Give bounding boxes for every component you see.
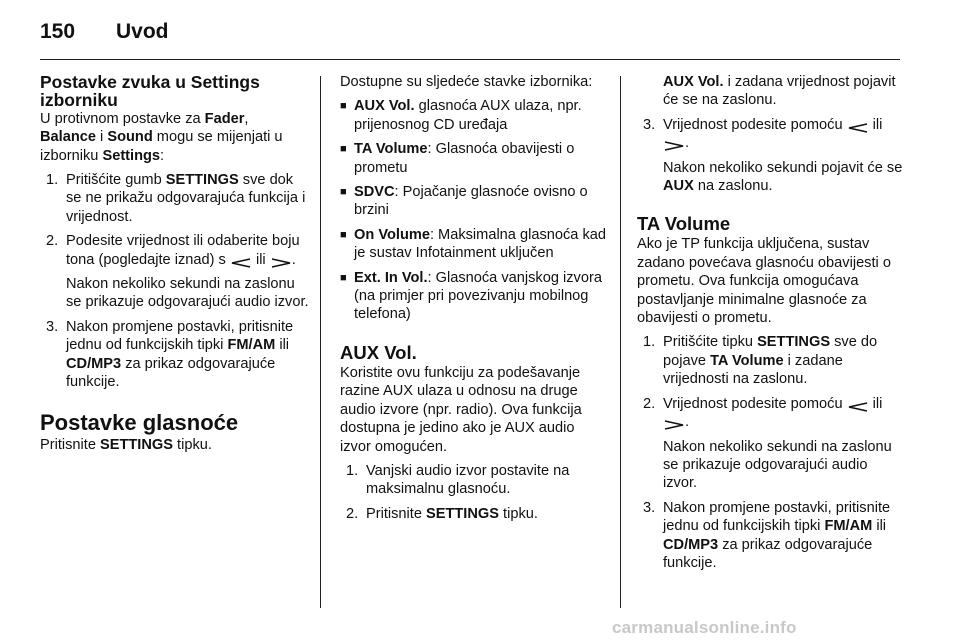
text: : Glasnoća obavijesti o prometu: [354, 141, 575, 176]
page-number: 150: [40, 20, 76, 43]
text: ili: [868, 395, 883, 412]
term: TA Volume: [354, 141, 428, 158]
aux-description: Koristite ovu funkciju za podešavanje razine AUX ulaza u odnosu na druge audio izvore (npr. radio). Ova funkcija dostupna je jedino ako je AUX audio izvor omogućen.: [340, 364, 582, 455]
step-number: 3.: [643, 499, 656, 516]
text: na zaslonu.: [693, 178, 773, 195]
text: ,: [244, 110, 249, 127]
term-settings: SETTINGS: [165, 172, 239, 189]
term-fader: Fader: [204, 110, 245, 127]
term-settings: SETTINGS: [757, 334, 831, 351]
section-heading-aux-vol: AUX Vol.: [340, 341, 417, 363]
section-heading-volume-settings: Postavke glasnoće: [40, 409, 239, 435]
text: Nakon nekoliko sekundi pojavit će se: [663, 159, 903, 176]
step-item: [40, 232, 310, 269]
step-note: [637, 159, 905, 196]
term-cdmp3: CD/MP3: [66, 355, 122, 372]
term-ta-volume: TA Volume: [710, 352, 784, 369]
step-item: [40, 318, 310, 392]
column-2: [340, 73, 608, 523]
term-settings: SETTINGS: [426, 505, 499, 522]
step-number: 1.: [346, 462, 359, 479]
text: : Pojačanje glasnoće ovisno o brzini: [354, 184, 588, 219]
step-item: [637, 395, 905, 432]
term: On Volume: [354, 226, 430, 243]
continued-paragraph: [637, 73, 905, 110]
ta-description: Ako je TP funkcija uključena, sustav zadano povećava glasnoću obavijesti o prometu. Ova funkcija omogućava postavljanje minimalne glasnoće za obavijesti o prometu.: [637, 236, 891, 327]
menu-items-intro: Dostupne su sljedeće stavke izbornika:: [340, 74, 593, 90]
text: ili: [251, 251, 270, 268]
page-header: [0, 0, 960, 60]
text: sve do pojave: [663, 334, 878, 369]
step-number: 2.: [46, 233, 59, 250]
column-3: [637, 73, 905, 572]
press-settings-paragraph: [40, 436, 310, 454]
rotate-right-icon: [270, 255, 292, 265]
term-fmam: FM/AM: [227, 337, 276, 354]
rotate-left-icon: [847, 120, 869, 130]
list-item: [340, 226, 608, 263]
step-item: [637, 116, 905, 153]
step-item: [637, 333, 905, 388]
step-item: [340, 505, 608, 523]
text: :: [160, 147, 165, 164]
list-item: [340, 140, 608, 177]
text: Nakon promjene postavki, pritisnite jednu od funkcijskih tipki: [66, 318, 294, 354]
step-note: Nakon nekoliko sekundi na zaslonu se prikazuje odgovarajući audio izvor.: [66, 276, 309, 311]
text: .: [685, 135, 690, 152]
text: i: [95, 129, 108, 146]
text: Vrijednost podesite pomoću: [663, 395, 847, 412]
text: .: [291, 251, 296, 268]
text: za prikaz odgovarajuće funkcije.: [663, 536, 873, 571]
text: ili: [868, 116, 883, 133]
term-cdmp3: CD/MP3: [663, 536, 719, 553]
bullet-icon: ■: [340, 100, 347, 113]
text: ili: [872, 518, 887, 535]
text: ili: [275, 337, 290, 354]
step-number: 3.: [46, 318, 59, 335]
step-item: [637, 499, 905, 573]
text: tipku.: [499, 505, 538, 522]
bullet-icon: ■: [340, 228, 347, 241]
text: za prikaz odgovarajuće funkcije.: [66, 355, 276, 391]
section-name: Uvod: [116, 20, 169, 43]
intro-paragraph: [40, 110, 310, 165]
term-sound: Sound: [107, 129, 153, 146]
text: .: [685, 414, 690, 431]
text: tipku.: [173, 436, 212, 453]
term: SDVC: [354, 184, 395, 201]
text: Pritišćite tipku: [663, 334, 758, 351]
bullet-icon: ■: [340, 186, 347, 199]
term-settings: Settings: [102, 147, 161, 164]
list-item: [340, 269, 608, 324]
bullet-icon: ■: [340, 143, 347, 156]
term: AUX Vol.: [354, 98, 415, 115]
column-1: [40, 73, 310, 454]
text: Vrijednost podesite pomoću: [663, 116, 847, 133]
rotate-right-icon: [663, 417, 685, 427]
rotate-left-icon: [847, 399, 869, 409]
text: : Maksimalna glasnoća kad je sustav Infotainment uključen: [354, 226, 606, 262]
text: Pritisnite: [366, 505, 427, 522]
column-divider-1: [320, 76, 321, 608]
term-aux-vol: AUX Vol.: [663, 74, 724, 90]
text: Vanjski audio izvor postavite na maksimalnu glasnoću.: [366, 462, 570, 498]
rotate-right-icon: [663, 138, 685, 148]
text: mogu se mijenjati u izborniku: [40, 129, 283, 164]
list-item: [340, 97, 608, 134]
term-fmam: FM/AM: [824, 518, 873, 535]
section-heading-sound-settings: Postavke zvuka u Settings izborniku: [40, 72, 260, 111]
step-number: 1.: [46, 172, 59, 189]
section-heading-ta-volume: TA Volume: [637, 213, 731, 235]
text: Podesite vrijednost ili odaberite boju tona (pogledajte iznad) s: [66, 233, 300, 268]
step-note: Nakon nekoliko sekundi na zaslonu se prikazuje odgovarajući audio izvor.: [663, 438, 892, 492]
step-number: 2.: [643, 395, 656, 412]
rotate-left-icon: [230, 255, 252, 265]
step-number: 3.: [643, 116, 656, 133]
text: i zadana vrijednost pojavit će se na zaslonu.: [663, 74, 896, 109]
text: Pritišćite gumb: [66, 172, 166, 189]
text: Pritisnite: [40, 436, 101, 453]
term-balance: Balance: [40, 129, 96, 146]
step-number: 2.: [346, 505, 359, 522]
term-aux: AUX: [663, 178, 694, 195]
step-number: 1.: [643, 334, 656, 351]
column-divider-2: [620, 76, 621, 608]
text: U protivnom postavke za: [40, 110, 205, 127]
term: Ext. In Vol.: [354, 269, 428, 286]
watermark: carmanualsonline.info: [612, 618, 797, 637]
list-item: [340, 183, 608, 220]
text: Nakon promjene postavki, pritisnite jednu od funkcijskih tipki: [663, 499, 891, 535]
bullet-icon: ■: [340, 271, 347, 284]
text: : Glasnoća vanjskog izvora (na primjer pri povezivanju mobilnog telefona): [354, 269, 602, 323]
text: i zadane vrijednosti na zaslonu.: [663, 352, 843, 388]
text: glasnoća AUX ulaza, npr. prijenosnog CD uređaja: [354, 98, 582, 133]
step-item: [340, 462, 608, 499]
header-rule: [40, 59, 900, 60]
text: sve dok se ne prikažu odgovarajuća funkcija i vrijednost.: [66, 172, 306, 225]
step-item: [40, 171, 310, 226]
term-settings: SETTINGS: [100, 436, 173, 453]
